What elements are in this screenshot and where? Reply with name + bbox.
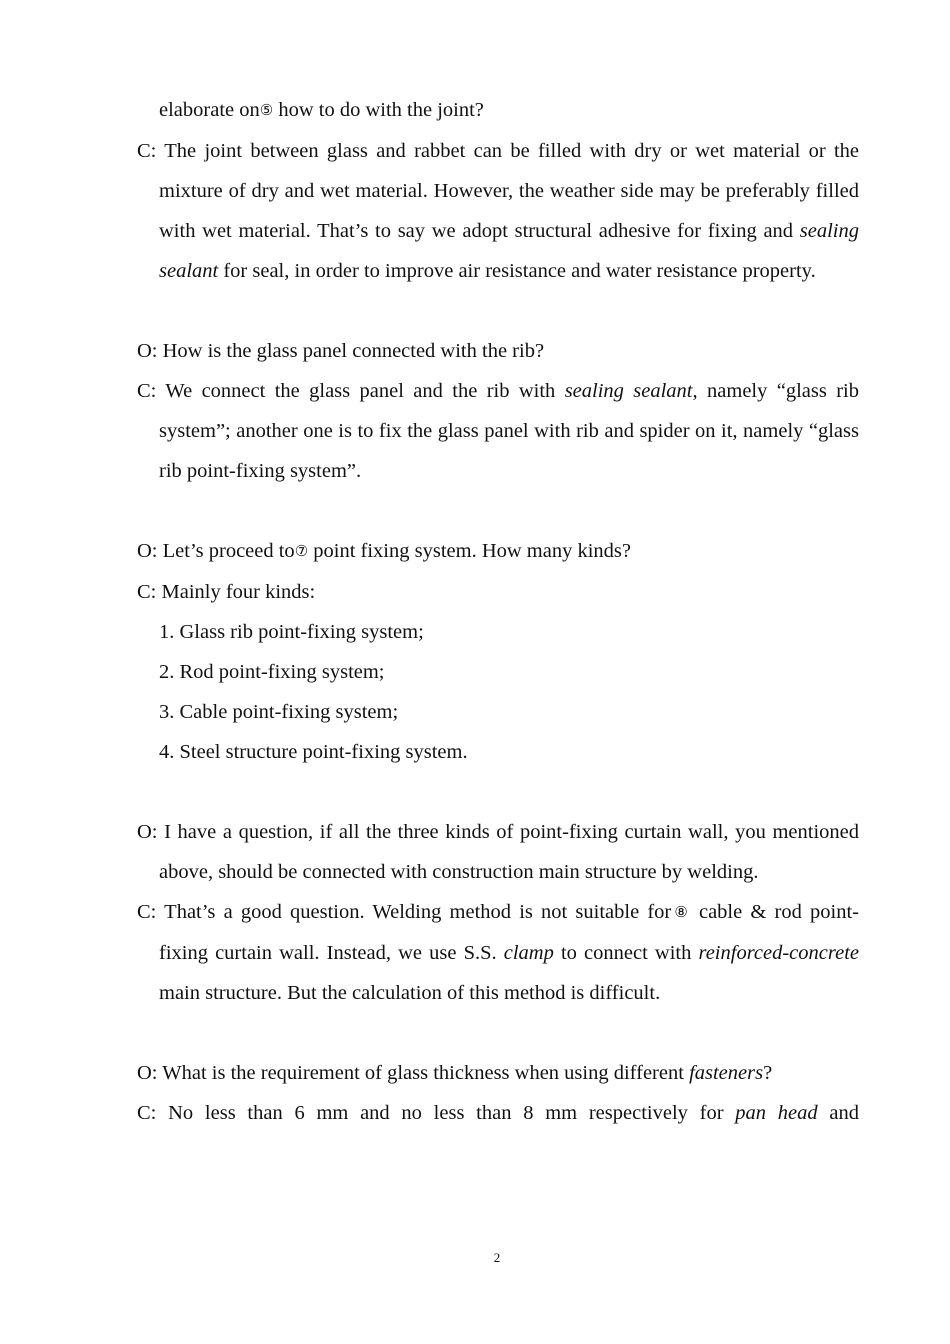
text: O: Let’s proceed to (137, 540, 295, 562)
text: , namely “glass rib system”; another one is to fix the glass panel with rib and spider on it, namely “glass rib point-fixing system”. (159, 380, 859, 482)
paragraph-question-welding: O: I have a question, if all the three kinds of point-fixing curtain wall, you mentioned above, should be connected with construction main structure by welding. (137, 821, 859, 883)
list-item: 1. Glass rib point-fixing system; (159, 621, 424, 643)
spacer (137, 491, 859, 531)
text: O: What is the requirement of glass thickness when using different (137, 1062, 690, 1084)
paragraph-continuation (137, 90, 859, 131)
page-number: 2 (493, 1250, 501, 1265)
document-body (137, 90, 859, 1133)
text: for seal, in order to improve air resistance and water resistance property. (218, 260, 816, 282)
term: fasteners (689, 1062, 764, 1084)
paragraph-answer-thickness (137, 1093, 859, 1133)
term: sealing sealant (564, 380, 693, 402)
footnote-marker: ⑦ (294, 544, 309, 560)
footnote-marker: ⑧ (671, 905, 691, 921)
list-item: 2. Rod point-fixing system; (159, 661, 385, 683)
paragraph-answer-kinds: C: Mainly four kinds: (137, 581, 316, 603)
text: how to do with the joint? (273, 99, 484, 121)
paragraph-question-thickness (137, 1053, 859, 1093)
footnote-marker: ⑤ (259, 103, 274, 119)
paragraph-answer-rib (137, 371, 859, 491)
text: cable & rod point-fixing curtain wall. Instead, we use S.S. (159, 901, 859, 964)
text: to connect with (553, 942, 699, 964)
term: pan head (735, 1102, 818, 1124)
paragraph-question-rib: O: How is the glass panel connected with the rib? (137, 340, 545, 362)
term: sealing sealant (159, 220, 859, 282)
text: main structure. But the calculation of this method is difficult. (159, 982, 661, 1004)
text: C: No less than 6 mm and no less than 8 mm respectively for (137, 1102, 736, 1124)
term: reinforced-concrete (698, 942, 859, 964)
text: C: We connect the glass panel and the rib with (137, 380, 565, 402)
text: elaborate on (159, 99, 260, 121)
paragraph-question-point-fixing (137, 531, 859, 572)
paragraph-answer-joint (137, 131, 859, 291)
paragraph-answer-welding (137, 892, 859, 1013)
list-item: 4. Steel structure point-fixing system. (159, 741, 468, 763)
spacer (137, 291, 859, 331)
spacer (137, 772, 859, 812)
term: clamp (503, 942, 554, 964)
text: C: That’s a good question. Welding method is not suitable for (137, 901, 672, 923)
text: point fixing system. How many kinds? (308, 540, 631, 562)
spacer (137, 1013, 859, 1053)
list-item: 3. Cable point-fixing system; (159, 701, 399, 723)
text: ? (763, 1062, 773, 1084)
text: and (817, 1102, 859, 1124)
text: C: The joint between glass and rabbet can be filled with dry or wet material or the mixture of dry and wet material. However, the weather side may be preferably filled with wet material. That’s to say we adopt structural adhesive for fixing and (137, 140, 859, 242)
